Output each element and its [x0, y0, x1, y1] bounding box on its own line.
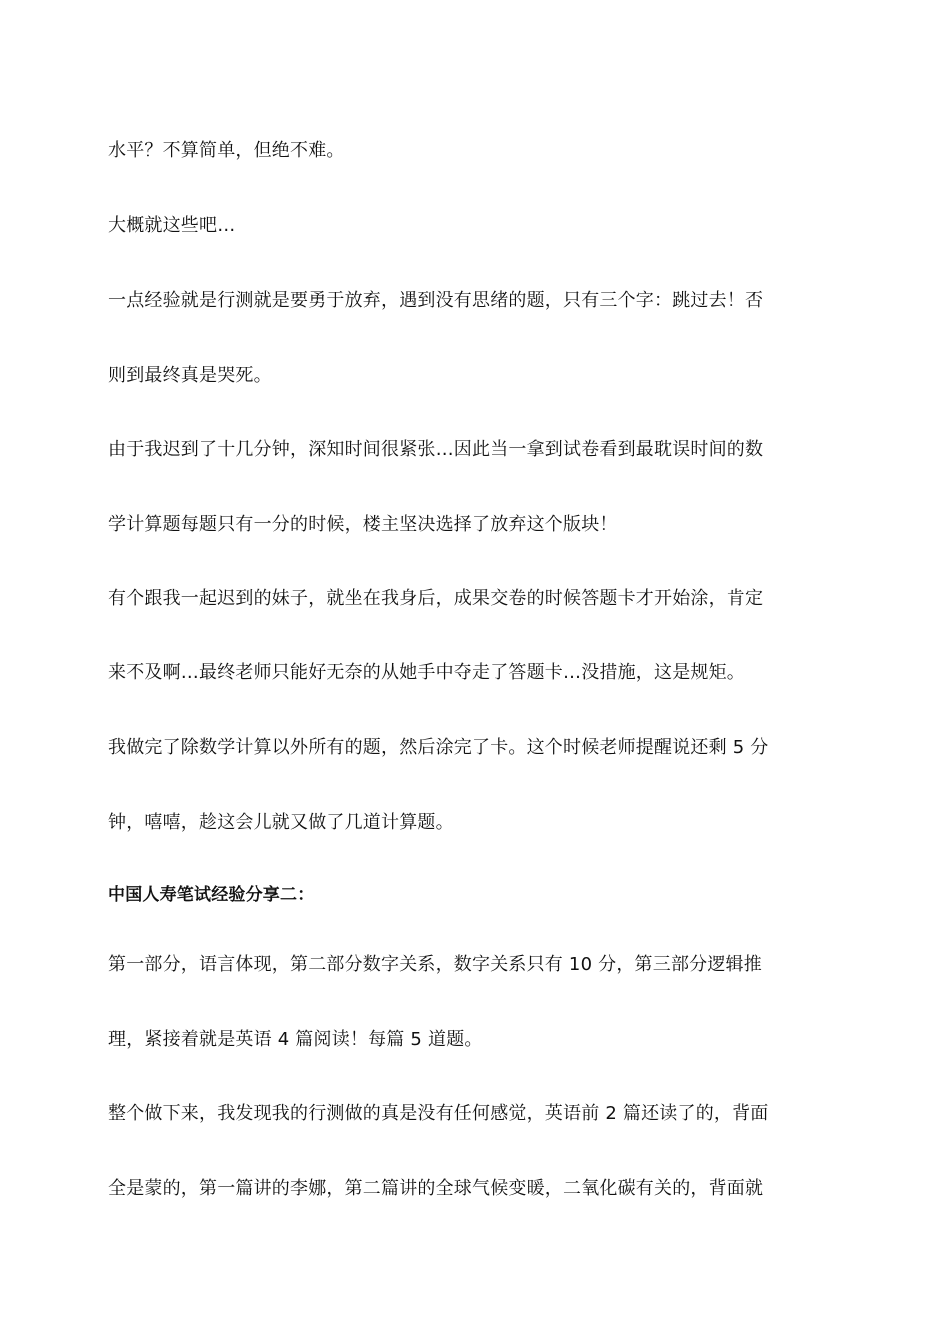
- paragraph-line: 则到最终真是哭死。: [108, 365, 272, 386]
- paragraph-line: 全是蒙的，第一篇讲的李娜，第二篇讲的全球气候变暖，二氧化碳有关的，背面就: [108, 1178, 764, 1199]
- paragraph-line: 大概就这些吧…: [108, 215, 236, 236]
- paragraph-line: 有个跟我一起迟到的妹子，就坐在我身后，成果交卷的时候答题卡才开始涂，肯定: [108, 588, 764, 609]
- paragraph-line: 一点经验就是行测就是要勇于放弃，遇到没有思绪的题，只有三个字：跳过去！否: [108, 290, 764, 311]
- paragraph-line: 由于我迟到了十几分钟，深知时间很紧张…因此当一拿到试卷看到最耽误时间的数: [108, 439, 764, 460]
- paragraph-line: 理，紧接着就是英语 4 篇阅读！每篇 5 道题。: [108, 1029, 483, 1050]
- paragraph-line: 来不及啊…最终老师只能好无奈的从她手中夺走了答题卡…没措施，这是规矩。: [108, 662, 745, 683]
- paragraph-line: 我做完了除数学计算以外所有的题，然后涂完了卡。这个时候老师提醒说还剩 5 分: [108, 737, 769, 758]
- paragraph-line: 整个做下来，我发现我的行测做的真是没有任何感觉，英语前 2 篇还读了的，背面: [108, 1103, 769, 1124]
- paragraph-line: 学计算题每题只有一分的时候，楼主坚决选择了放弃这个版块！: [108, 514, 618, 535]
- paragraph-line: 第一部分，语言体现，第二部分数字关系，数字关系只有 10 分，第三部分逻辑推: [108, 954, 762, 975]
- section-heading: 中国人寿笔试经验分享二：: [108, 885, 315, 905]
- paragraph-line: 水平？不算简单，但绝不难。: [108, 140, 345, 161]
- paragraph-line: 钟，嘻嘻，趁这会儿就又做了几道计算题。: [108, 812, 454, 833]
